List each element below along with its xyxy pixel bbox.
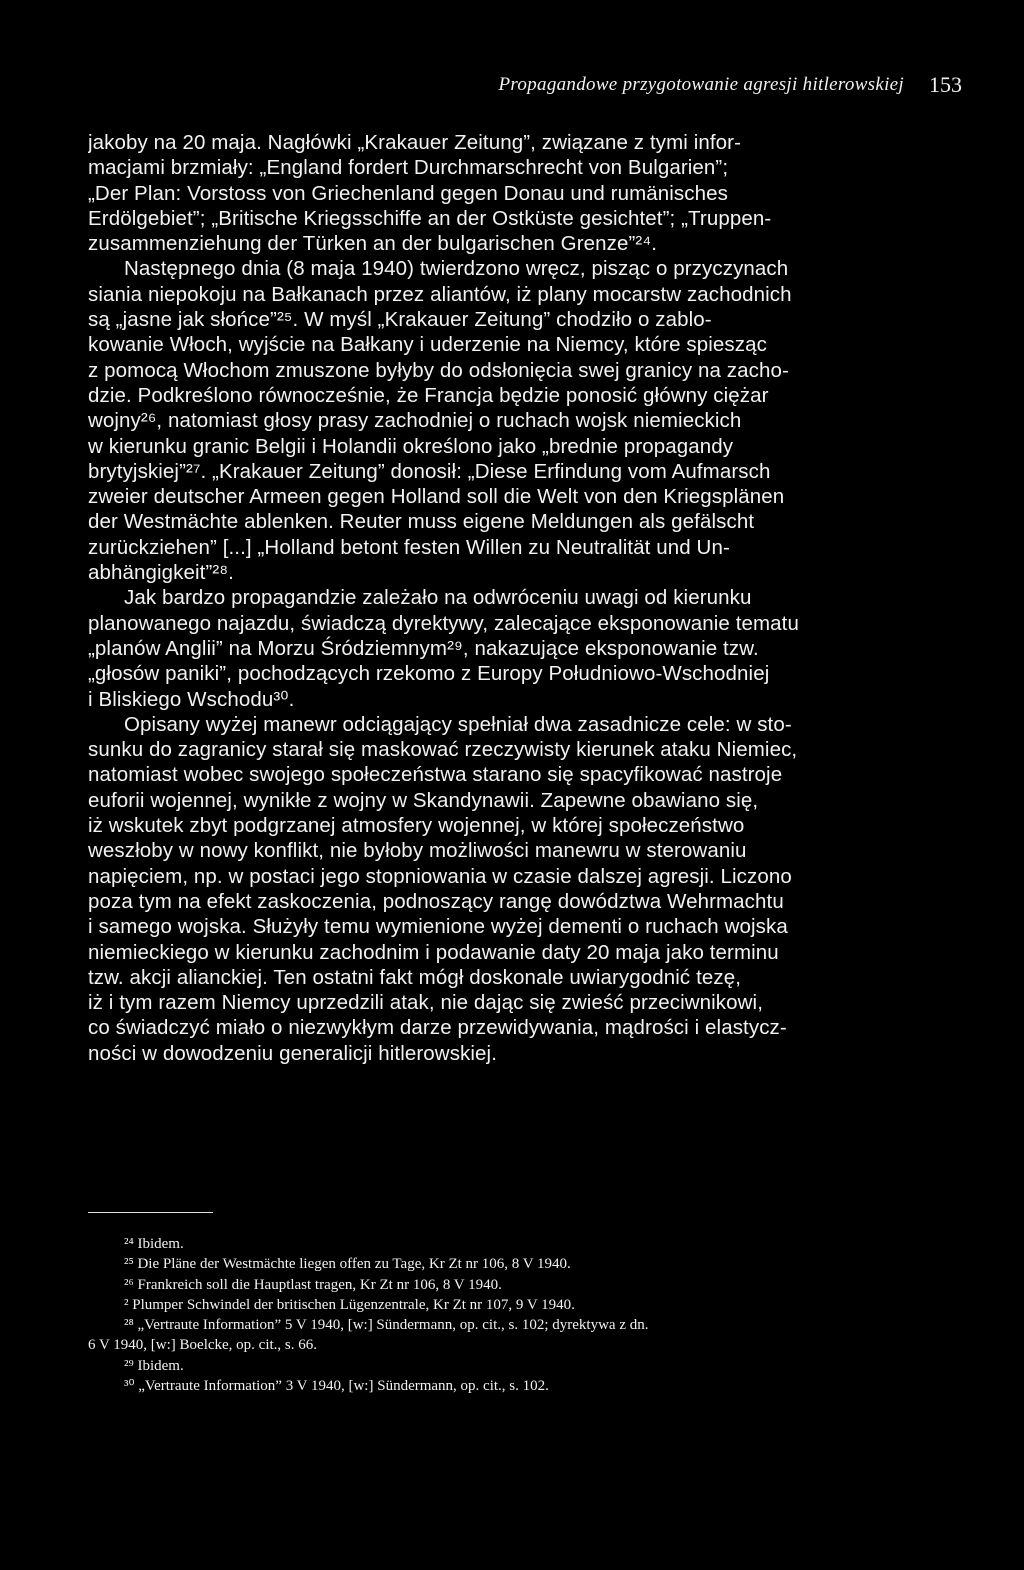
body-line: brytyjskiej”²⁷. „Krakauer Zeitung” donosił: „Diese Erfindung vom Aufmarsch [88,459,771,483]
body-line: macjami brzmiały: „England fordert Durchmarschrecht von Bulgarien”; [88,156,729,180]
body-line: tzw. akcji alianckiej. Ten ostatni fakt mógł doskonale uwiarygodnić tezę, [88,965,742,989]
body-line: planowanego najazdu, świadczą dyrektywy, zalecające eksponowanie tematu [88,611,799,635]
footnote: ²⁹ Ibidem. [124,1357,184,1374]
footnote: ²⁴ Ibidem. [124,1236,184,1252]
body-line: co świadczyć miało o niezwykłym darze przewidywania, mądrości i elastycz- [88,1016,787,1040]
footnotes [88,1234,953,1396]
body-line: zweier deutscher Armeen gegen Holland soll die Welt von den Kriegsplänen [88,485,785,509]
body-line: euforii wojennej, wynikłe z wojny w Skandynawii. Zapewne obawiano się, [88,788,759,812]
running-title: Propagandowe przygotowanie agresji hitlerowskiej [498,74,904,95]
body-line: ności w dowodzeniu generalicji hitlerowskiej. [88,1041,498,1065]
body-line: „Der Plan: Vorstoss von Griechenland gegen Donau und rumänisches [88,181,728,205]
footnote: ² Plumper Schwindel der britischen Lügenzentrale, Kr Zt nr 107, 9 V 1940. [124,1296,575,1313]
body-line: weszłoby w nowy konflikt, nie byłoby możliwości manewru w sterowaniu [88,839,747,863]
body-line: abhängigkeit”²⁸. [88,561,234,585]
page-number: 153 [929,72,962,97]
page-header [0,74,1024,102]
body-line: Następnego dnia (8 maja 1940) twierdzono wręcz, pisząc o przyczynach [124,257,789,281]
footnote-divider [88,1212,213,1213]
body-line: Opisany wyżej manewr odciągający spełniał dwa zasadnicze cele: w sto- [124,712,792,736]
body-line: wojny²⁶, natomiast głosy prasy zachodniej o ruchach wojsk niemieckich [88,409,742,433]
body-line: kowanie Włoch, wyjście na Bałkany i uderzenie na Niemcy, które spiesząc [88,333,767,357]
footnote: ²⁸ „Vertraute Information” 5 V 1940, [w:] Sündermann, op. cit., s. 102; dyrektywa z dn. [124,1317,649,1334]
body-line: z pomocą Włochom zmuszone byłyby do odsłonięcia swej granicy na zacho- [88,358,789,382]
body-line: i samego wojska. Służyły temu wymienione wyżej dementi o ruchach wojska [88,915,788,939]
body-line: Jak bardzo propagandzie zależało na odwróceniu uwagi od kierunku [124,586,752,610]
body-line: w kierunku granic Belgii i Holandii określono jako „brednie propagandy [88,434,734,458]
body-line: iż wskutek zbyt podgrzanej atmosfery wojennej, w której społeczeństwo [88,814,745,838]
body-line: dzie. Podkreślono równocześnie, że Francja będzie ponosić główny ciężar [88,383,769,407]
body-line: są „jasne jak słońce”²⁵. W myśl „Krakauer Zeitung” chodziło o zablo- [88,308,712,332]
footnote: ³⁰ „Vertraute Information” 3 V 1940, [w:] Sündermann, op. cit., s. 102. [124,1378,549,1395]
footnote: 6 V 1940, [w:] Boelcke, op. cit., s. 66. [88,1337,318,1354]
body-line: der Westmächte ablenken. Reuter muss eigene Meldungen als gefälscht [88,510,755,534]
body-line: natomiast wobec swojego społeczeństwa starano się spacyfikować nastroje [88,763,783,787]
body-line: siania niepokoju na Bałkanach przez aliantów, iż plany mocarstw zachodnich [88,282,792,306]
body-line: zurückziehen” [...] „Holland betont festen Willen zu Neutralität und Un- [88,535,730,559]
body-line: niemieckiego w kierunku zachodnim i podawanie daty 20 maja jako terminu [88,940,779,964]
body-text [88,130,953,1066]
body-line: „głosów paniki”, pochodzących rzekomo z Europy Południowo-Wschodniej [88,662,770,686]
footnote: ²⁶ Frankreich soll die Hauptlast tragen, Kr Zt nr 106, 8 V 1940. [124,1276,502,1293]
footnote: ²⁵ Die Pläne der Westmächte liegen offen zu Tage, Kr Zt nr 106, 8 V 1940. [124,1256,571,1273]
body-line: jakoby na 20 maja. Nagłówki „Krakauer Zeitung”, związane z tymi infor- [88,131,742,154]
body-line: Erdölgebiet”; „Britische Kriegsschiffe an der Ostküste gesichtet”; „Truppen- [88,206,772,230]
body-line: zusammenziehung der Türken an der bulgarischen Grenze”²⁴. [88,232,658,256]
body-line: sunku do zagranicy starał się maskować rzeczywisty kierunek ataku Niemiec, [88,738,798,762]
body-line: poza tym na efekt zaskoczenia, podnoszący rangę dowództwa Wehrmachtu [88,889,784,913]
body-line: „planów Anglii” na Morzu Śródziemnym²⁹, nakazujące eksponowanie tzw. [88,636,759,660]
body-line: iż i tym razem Niemcy uprzedzili atak, nie dając się zwieść przeciwnikowi, [88,991,763,1015]
body-line: napięciem, np. w postaci jego stopniowania w czasie dalszej agresji. Liczono [88,864,792,888]
body-line: i Bliskiego Wschodu³⁰. [88,687,295,711]
